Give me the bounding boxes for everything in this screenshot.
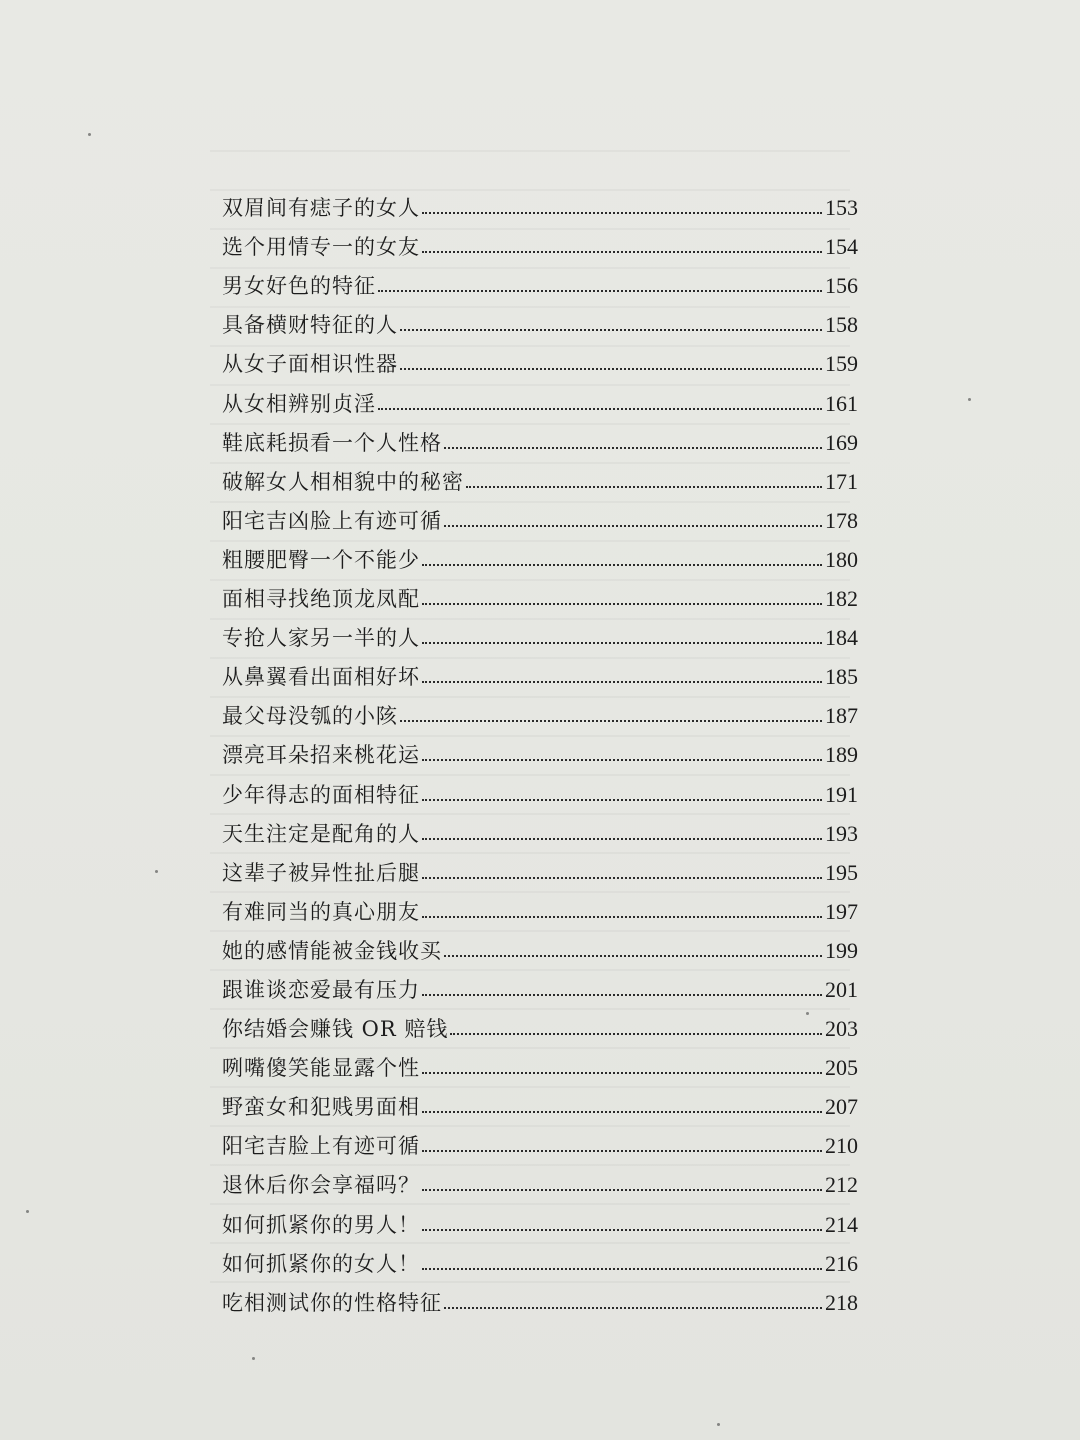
toc-entry-page-number: 214 (825, 1211, 858, 1237)
dot-leader (378, 408, 822, 410)
toc-entry-page-number: 153 (825, 195, 858, 221)
toc-entry-title: 跟谁谈恋爱最有压力 (222, 977, 420, 1002)
toc-entry (222, 1196, 858, 1235)
dot-leader (422, 916, 822, 918)
toc-entry (222, 766, 858, 805)
dot-leader (400, 329, 822, 331)
toc-entry (222, 297, 858, 336)
toc-entry-page-number: 216 (825, 1250, 858, 1276)
toc-entry-page-number: 191 (825, 781, 858, 807)
toc-entry-title: 鞋底耗损看一个人性格 (222, 430, 442, 455)
toc-entry-page-number: 184 (825, 625, 858, 651)
toc-entry-title: 具备横财特征的人 (222, 313, 398, 338)
dot-leader (422, 994, 822, 996)
dot-leader (444, 1307, 822, 1309)
toc-entry-title: 这辈子被异性扯后腿 (222, 860, 420, 885)
toc-entry-page-number: 158 (825, 312, 858, 338)
toc-entry-page-number: 182 (825, 586, 858, 612)
toc-entry-title: 野蛮女和犯贱男面相 (222, 1095, 420, 1120)
toc-entry-page-number: 210 (825, 1133, 858, 1159)
paper-speck (968, 398, 971, 401)
toc-entry (222, 884, 858, 923)
dot-leader (422, 799, 822, 801)
toc-entry-title: 如何抓紧你的男人！ (222, 1212, 420, 1237)
toc-entry-title: 她的感情能被金钱收买 (222, 938, 442, 963)
toc-entry-page-number: 154 (825, 234, 858, 260)
toc-entry-title: 你结婚会赚钱 OR 赔钱 (222, 1017, 449, 1042)
toc-entry-page-number: 199 (825, 937, 858, 963)
toc-entry (222, 727, 858, 766)
toc-entry (222, 1236, 858, 1275)
dot-leader (422, 1150, 822, 1152)
toc-entry-page-number: 169 (825, 429, 858, 455)
dot-leader (422, 1111, 822, 1113)
toc-entry-page-number: 193 (825, 820, 858, 846)
toc-entry (222, 1001, 858, 1040)
toc-entry-title: 粗腰肥臀一个不能少 (222, 547, 420, 572)
table-of-contents (222, 180, 858, 1314)
toc-entry-title: 有难同当的真心朋友 (222, 899, 420, 924)
dot-leader (422, 759, 822, 761)
toc-entry-title: 从女子面相识性器 (222, 352, 398, 377)
toc-entry (222, 1040, 858, 1079)
toc-entry (222, 336, 858, 375)
dot-leader (422, 1268, 822, 1270)
toc-entry (222, 1275, 858, 1314)
toc-entry-title: 阳宅吉脸上有迹可循 (222, 1134, 420, 1159)
dot-leader (422, 681, 822, 683)
toc-entry (222, 571, 858, 610)
paper-speck (252, 1357, 255, 1360)
dot-leader (422, 564, 822, 566)
toc-entry-page-number: 178 (825, 507, 858, 533)
toc-entry (222, 258, 858, 297)
dot-leader (422, 251, 822, 253)
dot-leader (422, 212, 822, 214)
toc-entry-title: 面相寻找绝顶龙凤配 (222, 587, 420, 612)
toc-entry (222, 532, 858, 571)
toc-entry-title: 咧嘴傻笑能显露个性 (222, 1056, 420, 1081)
toc-entry-title: 吃相测试你的性格特征 (222, 1290, 442, 1315)
paper-speck (155, 870, 158, 873)
toc-entry-page-number: 159 (825, 351, 858, 377)
toc-entry-title: 男女好色的特征 (222, 274, 376, 299)
paper-speck (717, 1423, 720, 1426)
toc-entry (222, 454, 858, 493)
dot-leader (450, 1033, 822, 1035)
toc-entry-title: 从鼻翼看出面相好坏 (222, 665, 420, 690)
toc-entry-title: 天生注定是配角的人 (222, 821, 420, 846)
toc-entry-title: 退休后你会享福吗？ (222, 1173, 420, 1198)
toc-entry (222, 962, 858, 1001)
dot-leader (444, 525, 822, 527)
toc-entry-title: 选个用情专一的女友 (222, 235, 420, 260)
toc-entry-page-number: 189 (825, 742, 858, 768)
toc-entry-title: 阳宅吉凶脸上有迹可循 (222, 508, 442, 533)
toc-entry-page-number: 201 (825, 976, 858, 1002)
toc-entry (222, 375, 858, 414)
toc-entry-page-number: 203 (825, 1016, 858, 1042)
dot-leader (422, 603, 822, 605)
dot-leader (422, 1072, 822, 1074)
toc-entry-page-number: 218 (825, 1289, 858, 1315)
dot-leader (422, 877, 822, 879)
dot-leader (466, 486, 822, 488)
dot-leader (400, 368, 822, 370)
paper-speck (88, 133, 91, 136)
dot-leader (378, 290, 822, 292)
toc-entry (222, 1157, 858, 1196)
toc-entry-title: 少年得志的面相特征 (222, 782, 420, 807)
dot-leader (422, 1189, 822, 1191)
toc-entry (222, 610, 858, 649)
toc-entry-page-number: 195 (825, 859, 858, 885)
dot-leader (422, 838, 822, 840)
toc-entry (222, 923, 858, 962)
toc-entry-title: 漂亮耳朵招来桃花运 (222, 743, 420, 768)
toc-entry-title: 双眉间有痣子的女人 (222, 196, 420, 221)
toc-entry-title: 从女相辨别贞淫 (222, 391, 376, 416)
toc-entry (222, 649, 858, 688)
toc-entry (222, 845, 858, 884)
toc-entry (222, 1118, 858, 1157)
toc-entry-title: 如何抓紧你的女人！ (222, 1251, 420, 1276)
dot-leader (400, 720, 822, 722)
toc-entry (222, 806, 858, 845)
toc-entry (222, 493, 858, 532)
toc-entry (222, 219, 858, 258)
toc-entry-title: 最父母没瓠的小陔 (222, 704, 398, 729)
toc-entry-title: 破解女人相相貌中的秘密 (222, 469, 464, 494)
toc-entry-page-number: 161 (825, 390, 858, 416)
toc-entry (222, 180, 858, 219)
dot-leader (444, 955, 822, 957)
toc-entry-page-number: 205 (825, 1055, 858, 1081)
toc-entry (222, 1079, 858, 1118)
toc-entry (222, 415, 858, 454)
toc-entry-page-number: 187 (825, 703, 858, 729)
dot-leader (422, 642, 822, 644)
dot-leader (422, 1229, 822, 1231)
toc-entry-page-number: 207 (825, 1094, 858, 1120)
paper-speck (26, 1210, 29, 1213)
toc-entry-page-number: 197 (825, 898, 858, 924)
toc-entry-page-number: 212 (825, 1172, 858, 1198)
toc-entry-title: 专抢人家另一半的人 (222, 626, 420, 651)
toc-entry (222, 688, 858, 727)
toc-entry-page-number: 185 (825, 664, 858, 690)
toc-entry-page-number: 171 (825, 468, 858, 494)
dot-leader (444, 447, 822, 449)
toc-entry-page-number: 180 (825, 546, 858, 572)
toc-entry-page-number: 156 (825, 273, 858, 299)
paper-speck (806, 1012, 809, 1015)
